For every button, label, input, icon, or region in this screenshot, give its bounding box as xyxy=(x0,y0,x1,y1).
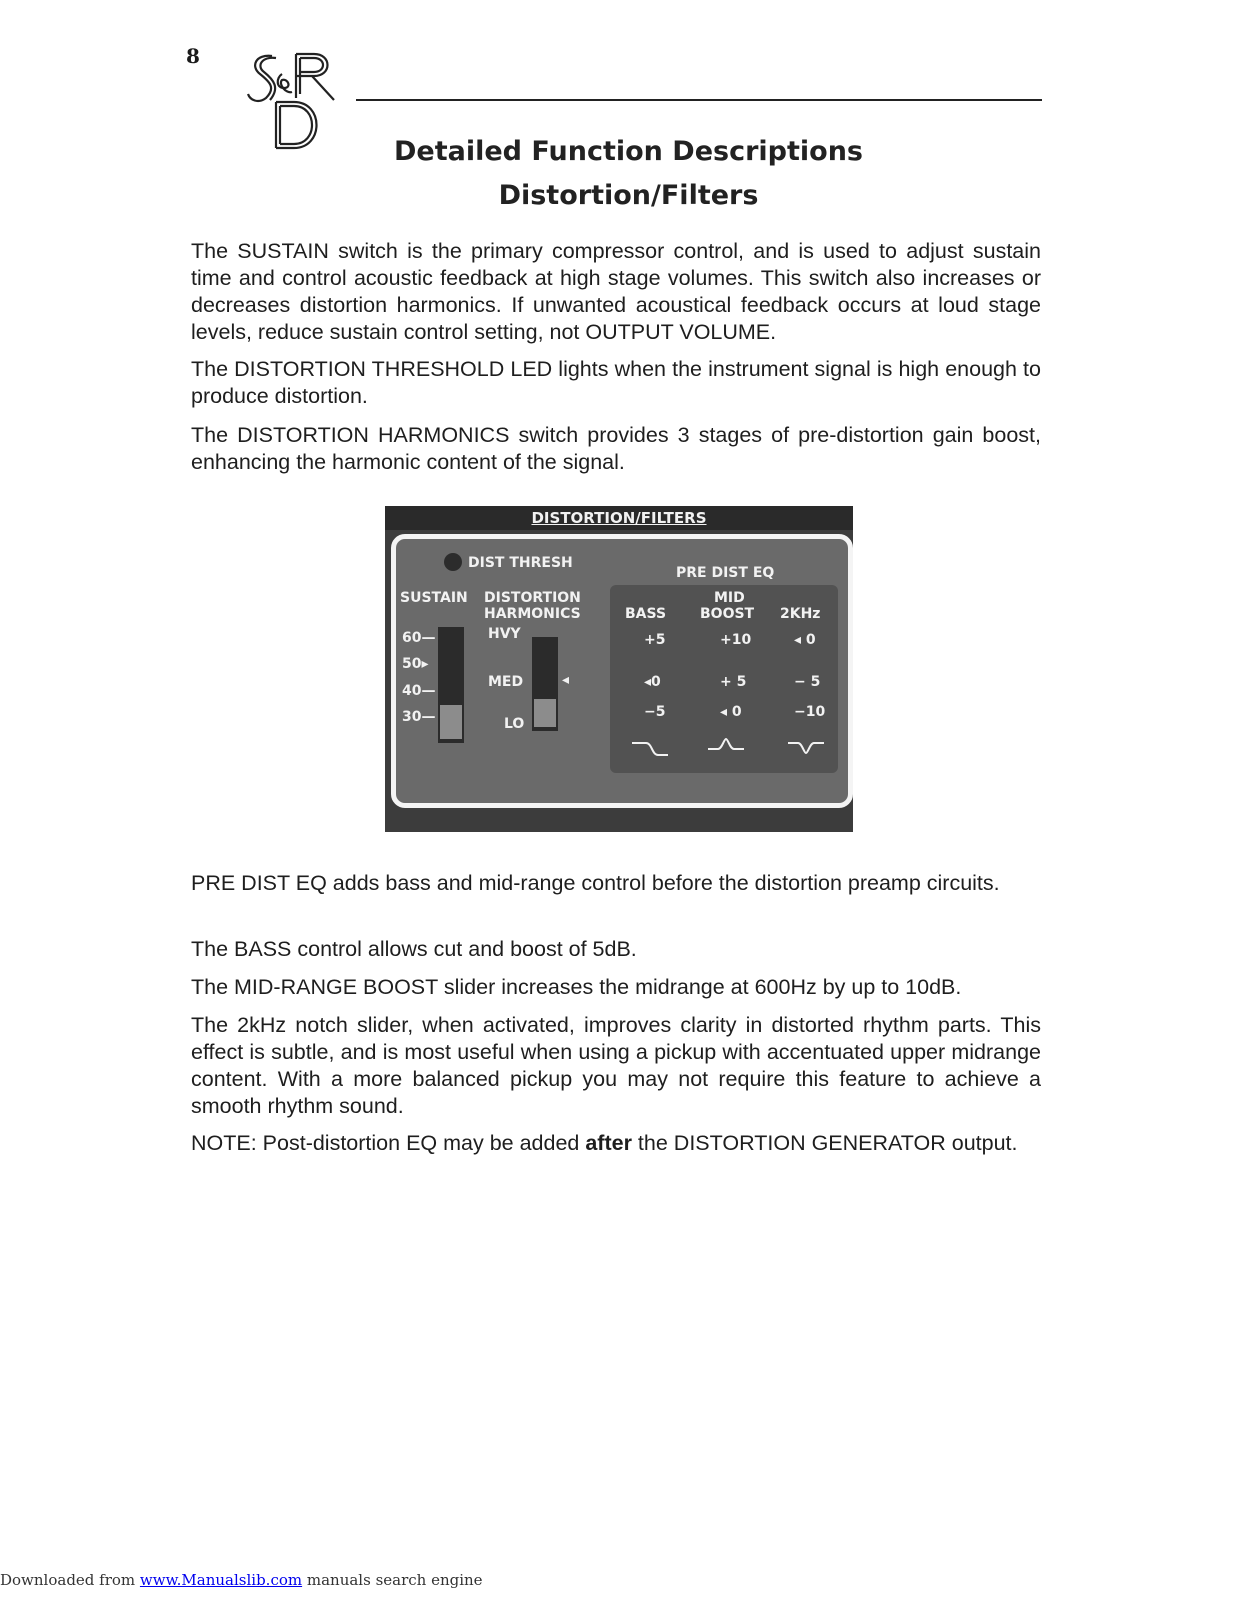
note-prefix: NOTE: Post-distortion EQ may be added xyxy=(191,1131,586,1155)
dist-thresh-led xyxy=(444,553,462,571)
note-emphasis: after xyxy=(585,1131,632,1155)
harmonics-position-lo: LO xyxy=(504,716,525,732)
footer-suffix: manuals search engine xyxy=(302,1571,483,1589)
sustain-slider-knob xyxy=(440,705,462,739)
paragraph-bass: The BASS control allows cut and boost of 5dB. xyxy=(191,937,637,961)
page-subtitle: Distortion/Filters xyxy=(498,180,759,211)
paragraph-2khz-notch: The 2kHz notch slider, when activated, improves clarity in distorted rhythm parts. This effect is subtle, and is most useful when using a pickup with accentuated upper midrange content. With a more balanced pickup you may not require this feature to achieve a smooth rhythm sound. xyxy=(191,1013,1041,1118)
paragraph-mid-boost: The MID-RANGE BOOST slider increases the midrange at 600Hz by up to 10dB. xyxy=(191,975,962,999)
harmonics-pointer-icon: ◂ xyxy=(562,672,570,688)
mid-label-2: BOOST xyxy=(700,606,755,622)
notch-tick: −10 xyxy=(794,704,826,720)
sustain-tick: 60— xyxy=(402,630,436,646)
bass-tick: ◂0 xyxy=(644,674,661,690)
notch-curve-icon xyxy=(786,737,826,757)
pre-dist-eq-label: PRE DIST EQ xyxy=(676,565,775,581)
notch-tick: ◂ 0 xyxy=(794,632,816,648)
sustain-tick: 50▸ xyxy=(402,656,429,672)
harmonics-label-2: HARMONICS xyxy=(484,606,581,622)
harmonics-position-hvy: HVY xyxy=(488,626,521,642)
peak-curve-icon xyxy=(706,735,746,755)
harmonics-switch-knob xyxy=(534,699,556,727)
page-title: Detailed Function Descriptions xyxy=(394,136,863,167)
paragraph-sustain: The SUSTAIN switch is the primary compressor control, and is used to adjust sustain time and control acoustic feedback at high stage volumes. This switch also increases or decreases distortion harmonics. If unwanted acoustical feedback occurs at loud stage levels, reduce sustain control setting, not OUTPUT VOLUME. xyxy=(191,239,1041,344)
panel-title: DISTORTION/FILTERS xyxy=(385,506,853,530)
sustain-tick: 30— xyxy=(402,709,436,725)
page-number: 8 xyxy=(186,44,200,68)
footer-prefix: Downloaded from xyxy=(0,1571,140,1589)
paragraph-dist-threshold: The DISTORTION THRESHOLD LED lights when the instrument signal is high enough to produce distortion. xyxy=(191,357,1041,408)
mid-label-1: MID xyxy=(714,590,745,606)
notch-label: 2KHz xyxy=(780,606,821,622)
shelf-curve-icon xyxy=(630,739,670,759)
mid-tick: +10 xyxy=(720,632,752,648)
bass-tick: −5 xyxy=(644,704,666,720)
distortion-filters-panel-photo xyxy=(385,506,853,832)
paragraph-dist-harmonics: The DISTORTION HARMONICS switch provides 3 stages of pre-distortion gain boost, enhancing the harmonic content of the signal. xyxy=(191,423,1041,474)
notch-tick: − 5 xyxy=(794,674,821,690)
header-rule xyxy=(356,99,1042,101)
mid-tick: + 5 xyxy=(720,674,747,690)
footer xyxy=(0,1571,483,1589)
panel-face xyxy=(391,534,853,808)
sustain-tick: 40— xyxy=(402,683,436,699)
paragraph-pre-dist-eq: PRE DIST EQ adds bass and mid-range control before the distortion preamp circuits. xyxy=(191,871,1000,895)
mid-tick: ◂ 0 xyxy=(720,704,742,720)
note-suffix: the DISTORTION GENERATOR output. xyxy=(631,1131,1018,1155)
sustain-label: SUSTAIN xyxy=(400,590,468,606)
bass-tick: +5 xyxy=(644,632,666,648)
paragraph-note xyxy=(191,1130,1041,1157)
dist-thresh-label: DIST THRESH xyxy=(468,555,573,571)
harmonics-position-med: MED xyxy=(488,674,524,690)
manualslib-link[interactable]: www.Manualslib.com xyxy=(139,1571,303,1589)
harmonics-label-1: DISTORTION xyxy=(484,590,581,606)
bass-label: BASS xyxy=(625,606,667,622)
